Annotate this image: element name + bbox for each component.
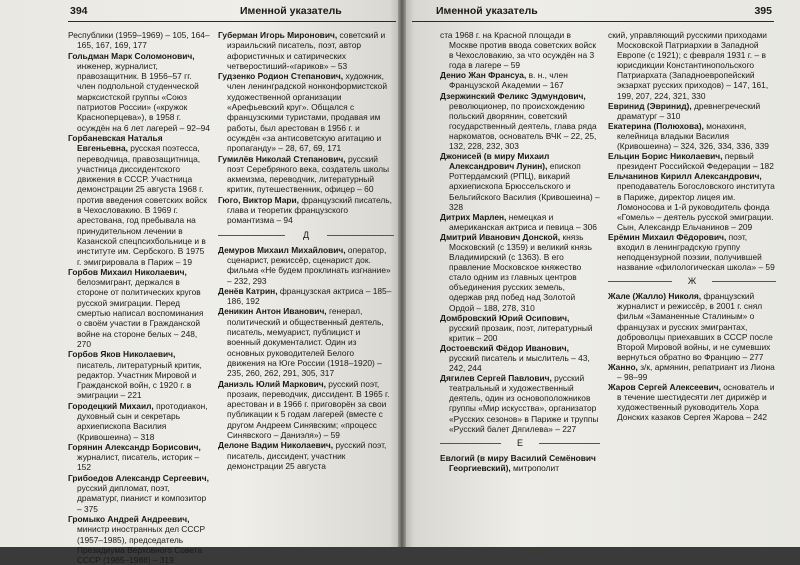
index-entry-name: Ельцин Борис Николаевич, xyxy=(608,151,723,162)
header-rule xyxy=(68,21,396,22)
index-entry-text: русский поэт, писатель, диссидент, участник демонстрации 25 августа xyxy=(227,440,387,471)
index-entry-text: поэт, входил в ленинградскую группу неподцензурной поэзии, получившей название «филологическая школа» – 59 xyxy=(617,231,775,273)
right-page-header xyxy=(402,0,800,22)
index-entry xyxy=(68,133,210,267)
index-entry xyxy=(218,379,394,441)
right-column-2 xyxy=(608,30,776,547)
index-entry-text: русский дипломат, поэт, драматург, пианист и композитор – 375 xyxy=(77,483,207,514)
index-entry-text: французская актриса – 185–186, 192 xyxy=(227,285,392,307)
index-entry-name: Жанно, xyxy=(608,361,638,372)
index-entry-name: Грибоедов Александр Сергеевич, xyxy=(68,472,209,483)
index-entry-text: протодиакон, духовный сын и секретарь архиепископа Василия (Кривошеина) – 318 xyxy=(77,400,208,442)
index-entry-text: первый президент Российской Федерации – 182 xyxy=(617,151,774,172)
header-rule xyxy=(412,21,774,22)
index-entry-name: Городецкий Михаил, xyxy=(68,400,154,411)
index-entry-text: русский писатель и мыслитель – 43, 242, 244 xyxy=(449,353,590,374)
index-entry xyxy=(218,195,394,226)
index-entry xyxy=(68,442,210,473)
index-entry xyxy=(608,30,776,101)
index-letter-heading: Д xyxy=(218,229,394,242)
index-entry-name: Демуров Михаил Михайлович, xyxy=(218,244,346,255)
index-entry-name: Ельчанинов Кирилл Александрович, xyxy=(608,171,762,182)
index-entry-name: Громыко Андрей Андреевич, xyxy=(68,513,190,524)
index-entry xyxy=(218,245,394,286)
index-entry-text: журналист, писатель, историк – 152 xyxy=(77,452,200,473)
index-entry-name: Ерёмин Михаил Фёдорович, xyxy=(608,231,727,242)
index-letter-heading: Ж xyxy=(608,275,776,288)
page-number: 394 xyxy=(70,5,88,17)
index-entry-text: немецкая и американская актриса и певица – 306 xyxy=(449,211,597,232)
index-entry-text: преподаватель Богословского института в Париже, директор лицея им. Ломоносова и 1-й руководитель фонда «Гомель» – деятель русской эмиграции. Сын, Александр Ельчанинов – 209 xyxy=(617,181,775,232)
index-entry-name: Дягилев Сергей Павлович, xyxy=(440,373,552,384)
index-entry xyxy=(218,306,394,378)
left-column-2 xyxy=(218,30,394,547)
index-entry-text: революционер, по происхождению польский дворянин, советский государственный деятель, глава ряда наркоматов, основатель ВЧК – 22, 25, 132, 228, 232, 303 xyxy=(449,100,597,152)
index-entry xyxy=(608,151,776,171)
index-entry-name: Жаров Сергей Алексеевич, xyxy=(608,382,721,393)
index-entry-name: Жале (Жалло) Николя, xyxy=(608,291,702,302)
index-entry xyxy=(218,440,394,471)
index-entry xyxy=(608,362,776,382)
index-entry-text: оператор, сценарист, режиссёр, сценарист док. фильма «Не будем проклинать изгнание» – 232, 293 xyxy=(227,244,391,286)
index-entry xyxy=(440,70,600,90)
index-entry-name: Дитрих Марлен, xyxy=(440,211,507,222)
index-entry-name: Домбровский Юрий Осипович, xyxy=(440,312,570,323)
index-entry-text: русский поэт, прозаик, переводчик, диссидент. В 1965 г. арестован и в 1966 г. приговорён за свои публикации к 5 годам лагерей (вместе с другом Андреем Синявским; «процесс Синявского – Даниэля») – 59 xyxy=(227,378,390,440)
index-entry-name: Делоне Вадим Николаевич, xyxy=(218,440,334,451)
index-entry xyxy=(68,349,210,400)
index-entry-name: Даниэль Юлий Маркович, xyxy=(218,378,326,389)
index-entry-text: французский писатель, глава и теоретик французского романтизма – 94 xyxy=(227,194,392,226)
index-entry-name: Гюго, Виктор Мари, xyxy=(218,194,299,205)
index-entry-name: Горбов Яков Николаевич, xyxy=(68,349,176,360)
index-entry-text: русская поэтесса, переводчица, правозащитница, участница диссидентского движения в СССР. Участница демонстрации 25 августа 1968 г. против введения советских войск в Чехословакию. В 1969 г. арестована, год пребывала на принудительном лечении в Казанской спецпсихбольнице и в институте им. Сербского. В 1975 г. эмигрировала в Париж – 19 xyxy=(77,143,207,267)
index-entry-name: Дзержинский Феликс Эдмундович, xyxy=(440,90,586,101)
index-entry-text: писатель, литературный критик, редактор. Участник Мировой и Гражданской войн, с 1920 г. в эмиграции – 221 xyxy=(77,359,202,401)
index-entry-text: инженер, журналист, правозащитник. В 1956–57 гг. член подпольной студенческой марксистской группы «Союз патриотов России» («кружок Красноперцева»), в 1958 г. осуждён на 6 лет лагерей – 92–94 xyxy=(77,60,210,133)
index-entry-name: Евлогий (в миру Василий Семёнович Георгиевский), xyxy=(440,452,596,473)
index-entry-name: Гольдман Марк Соломонович, xyxy=(68,50,195,61)
index-entry-text: белоэмигрант, держался в стороне от политических кругов русской эмиграции. Перед смертью написал воспоминания о своём участии в Гражданской войне на стороне белых – 248, 270 xyxy=(77,277,204,349)
index-entry-name: Достоевский Фёдор Иванович, xyxy=(440,342,569,353)
index-entry-text: Республики (1959–1969) – 105, 164–165, 167, 169, 177 xyxy=(68,30,210,51)
index-entry-name: Губерман Игорь Миронович, xyxy=(218,30,338,40)
running-title: Именной указатель xyxy=(240,5,342,17)
index-entry xyxy=(68,267,210,349)
index-entry-text: в. н., член Французской Академии – 167 xyxy=(449,70,568,91)
index-entry xyxy=(440,212,600,232)
index-entry-name: Гумилёв Николай Степанович, xyxy=(218,153,346,164)
index-entry xyxy=(608,382,776,422)
index-entry xyxy=(440,30,600,70)
index-entry-text: русский поэт Серебряного века, создатель школы акмеизма, переводчик, литературный критик, путешественник, офицер – 60 xyxy=(227,153,389,195)
book-gutter xyxy=(398,0,406,547)
index-entry xyxy=(608,121,776,151)
index-entry-name: Горянин Александр Борисович, xyxy=(68,441,201,452)
index-entry-text: французский журналист и режиссёр, в 2001 г. снял фильм «Заманенные Сталиным» о французах и русских эмигрантах, доброволцы приехавших в СССР после Второй Мировой войны, и не сумевших вернуться обратно во Францию – 277 xyxy=(617,291,773,362)
index-entry xyxy=(440,91,600,152)
index-entry xyxy=(68,30,210,51)
index-entry xyxy=(440,373,600,434)
index-entry xyxy=(218,30,394,71)
index-entry xyxy=(440,313,600,343)
index-entry xyxy=(68,51,210,133)
index-entry xyxy=(440,343,600,373)
index-entry-name: Екатерина (Полюхова), xyxy=(608,120,704,131)
index-entry-text: з/к, армянин, репатриант из Лиона – 98–99 xyxy=(617,361,775,382)
left-column-1 xyxy=(68,30,210,565)
index-entry-text: монахиня, келейница владыки Василия (Кривошеина) – 324, 326, 334, 336, 339 xyxy=(617,120,769,152)
index-entry xyxy=(608,291,776,362)
index-entry-text: генерал, политический и общественный деятель, писатель, мемуарист, публицист и военный документалист. Один из основных руководителей Белого движения на Юге России (1918–1920) – 235, 260, 262, 291, 305, 317 xyxy=(227,306,384,379)
running-title: Именной указатель xyxy=(436,5,538,17)
index-entry xyxy=(218,286,394,307)
index-entry-name: Горбаневская Наталья Евгеньевна, xyxy=(68,132,163,154)
left-page-header xyxy=(0,0,402,22)
right-column-1 xyxy=(440,30,600,547)
index-entry-text: князь Московский (с 1359) и великий князь Владимирский (с 1363). В его правление Московское княжество стало одним из главных центров объединения русских земель, одержав ряд побед над Золотой Ордой – 188, 278, 310 xyxy=(449,231,592,313)
index-entry-name: Денио Жан Франсуа, xyxy=(440,70,527,81)
index-entry-name: Евринид (Эвринид), xyxy=(608,100,692,111)
index-entry-text: ста 1968 г. на Красной площади в Москве против ввода советских войск в Чехословакию, за что осуждён на 3 года в лагере – 59 xyxy=(440,30,597,71)
page-number: 395 xyxy=(754,5,772,17)
index-entry-text: советский и израильский писатель, поэт, автор афористичных и сатирических четверостиший-«гариков» – 53 xyxy=(227,30,386,71)
index-entry-text: русский театральный и художественный деятель, один из основоположников группы «Мир искусства», организатор «Русских сезонов» в Париже и труппы «Русский балет Дягилева» – 227 xyxy=(449,373,599,434)
index-entry-name: Горбов Михаил Николаевич, xyxy=(68,266,187,277)
index-entry xyxy=(440,232,600,313)
index-entry-text: митрополит xyxy=(513,462,560,473)
index-entry xyxy=(440,151,600,212)
index-entry-text: епископ Роттердамский (РПЦ), викарий архиепископа Брюссельского и Бельгийского Василия (Кривошеина) – 328 xyxy=(449,161,600,212)
index-entry-text: русский прозаик, поэт, литературный критик – 200 xyxy=(449,322,593,343)
index-entry xyxy=(68,514,210,565)
index-entry xyxy=(608,101,776,121)
index-entry xyxy=(218,71,394,153)
index-entry-text: художник, член ленинградской нонконформистской художественной организации «Арефьевский круг». Общался с французскими туристами, продавая им работы, был арестован в 1956 г. и осуждён «за антисоветскую агитацию и пропаганду» – 28, 67, 69, 171 xyxy=(227,71,388,154)
index-entry-text: министр иностранных дел СССР (1957–1985), председатель Президиума Верховного Совета СССР (1985–1988) – 319 xyxy=(77,524,206,565)
index-entry-name: Гудзенко Родион Степанович, xyxy=(218,71,344,82)
index-entry-text: основатель и в течение шестидесяти лет дирижёр и художественный руководитель Хора Донских казаков Сергея Жарова – 242 xyxy=(617,382,775,423)
index-entry-name: Джонисей (в миру Михаил Александрович Лунин), xyxy=(440,151,550,172)
index-entry-name: Деникин Антон Иванович, xyxy=(218,306,327,317)
index-entry xyxy=(608,232,776,272)
index-entry xyxy=(68,401,210,442)
index-entry-name: Денёв Катрин, xyxy=(218,285,278,296)
index-entry-text: ский, управляющий русскими приходами Московской Патриархии в Западной Европе (с 1921); с февраля 1931 г. – в юрисдикции Константинопольского Патриархата (Западноевропейский экзархат русских приходов) – 147, 161, 199, 207, 224, 321, 330 xyxy=(608,30,769,101)
right-page xyxy=(402,0,800,547)
index-entry-name: Дмитрий Иванович Донской, xyxy=(440,231,561,242)
index-entry xyxy=(218,154,394,195)
index-entry-text: древнегреческий драматург – 310 xyxy=(617,100,761,121)
index-letter-heading: Е xyxy=(440,437,600,450)
index-entry xyxy=(440,453,600,473)
index-entry xyxy=(68,473,210,514)
index-entry xyxy=(608,171,776,232)
